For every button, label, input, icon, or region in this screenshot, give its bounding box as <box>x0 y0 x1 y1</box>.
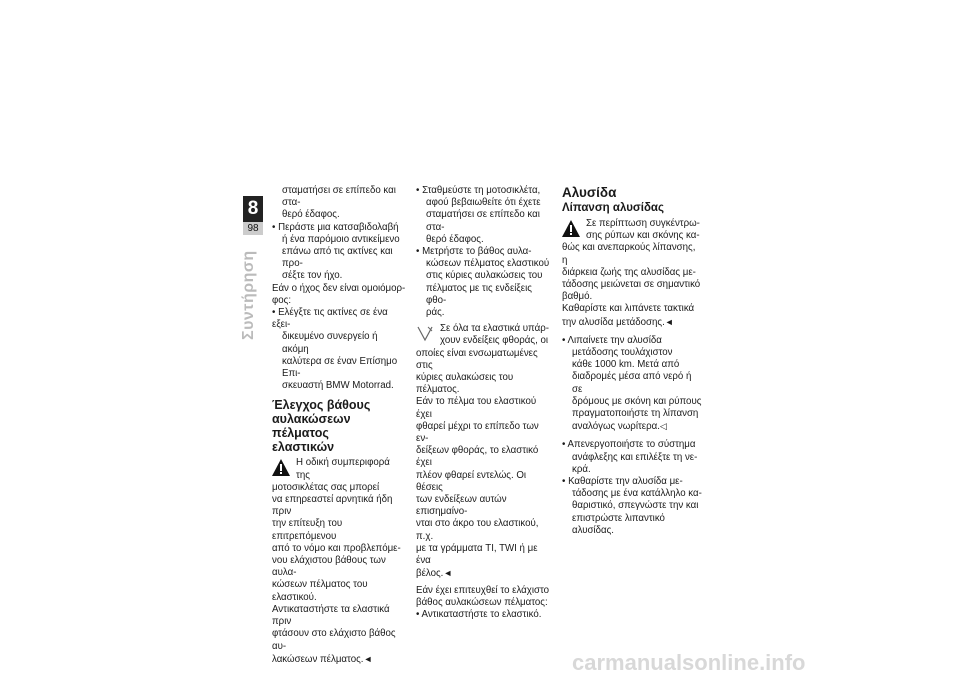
column-1 <box>272 185 406 666</box>
text-line: βαθμό. <box>562 291 593 303</box>
text-line: Εάν ο ήχος δεν είναι ομοιόμορ- <box>272 282 406 294</box>
text-line: χουν ενδείξεις φθοράς, οι <box>440 335 549 347</box>
text-line: καλύτερα σε έναν Επίσημο Επι- <box>282 355 398 380</box>
text-line: θώς και ανεπαρκούς λίπανσης, η <box>562 242 696 266</box>
bullet-item: • Περάστε μια κατσαβιδολαβή <box>272 221 399 233</box>
text-line: την αλυσίδα μετάδοσης. <box>562 316 665 328</box>
bullet-item: • Καθαρίστε την αλυσίδα με- <box>562 476 683 488</box>
text-line: σκευαστή BMW Motorrad. <box>282 380 394 392</box>
warning-triangle-icon <box>272 458 290 476</box>
text-line: θαριστικό, σπεγνώστε την και <box>572 500 699 512</box>
text-line: οποίες είναι ενσωματωμένες στις <box>416 347 538 371</box>
text-line: πέλματος με τις ενδείξεις φθο- <box>426 282 532 306</box>
watermark-text: carmanualsonline.info <box>572 650 806 675</box>
text-line: την επίτευξη του επιτρεπόμενου <box>272 518 343 542</box>
text-line: βέλος. <box>416 568 444 580</box>
text-line: Αντικαταστήστε τα ελαστικά πριν <box>272 603 390 628</box>
bullet-item: • Απενεργοποιήστε το σύστημα <box>562 439 696 451</box>
text-line: θερό έδαφος. <box>282 209 340 221</box>
section-heading: Λίπανση αλυσίδας <box>562 202 664 214</box>
warning-block <box>562 218 702 242</box>
text-line: Εάν το πέλμα του ελαστικού έχει <box>416 396 537 420</box>
text-line: τάδοσης με ένα κατάλληλο κα- <box>572 488 702 500</box>
chapter-side-label: Συντήρηση <box>240 250 257 340</box>
text-line: των ενδείξεων αυτών επισημαίνο- <box>416 494 507 518</box>
text-line: φθαρεί μέχρι το επίπεδο των εν- <box>416 420 539 445</box>
text-line: δρόμους με σκόνη και ρύπους <box>572 395 702 407</box>
column-3 <box>562 185 702 537</box>
text-line: κώσεων πέλματος του ελαστικού. <box>272 579 368 603</box>
warning-block <box>272 457 406 494</box>
text-line: με τα γράμματα TI, TWI ή με ένα <box>416 542 538 567</box>
text-line: κάθε 1000 km. Μετά από <box>572 359 680 371</box>
text-line: δείξεων φθοράς, το ελαστικό έχει <box>416 445 539 469</box>
text-line: διάρκεια ζωής της αλυσίδας με- <box>562 266 696 278</box>
text-line: Εάν έχει επιτευχθεί το ελάχιστο <box>416 584 550 596</box>
note-block <box>416 323 552 347</box>
text-line: Σε όλα τα ελαστικά υπάρ- <box>440 323 549 335</box>
bullet-item: • Μετρήστε το βάθος αυλα- <box>416 246 532 258</box>
bullet-item: • Λιπαίνετε την αλυσίδα <box>562 334 662 346</box>
chapter-number: 8 <box>243 196 263 222</box>
text-line: διαδρομές μέσα από νερό ή σε <box>572 371 692 395</box>
text-line: σταματήσει σε επίπεδο και στα- <box>426 209 540 233</box>
text-line: από το νόμο και προβλεπόμε- <box>272 542 401 554</box>
text-line: νται στο άκρο του ελαστικού, π.χ. <box>416 518 539 542</box>
text-line: Η οδική συμπεριφορά της <box>296 457 390 481</box>
text-line: ή ένα παρόμοιο αντικείμενο <box>282 233 400 245</box>
text-line: σταματήσει σε επίπεδο και στα- <box>282 185 396 209</box>
page-number: 98 <box>243 222 263 235</box>
bullet-item: • Αντικαταστήστε το ελαστικό. <box>416 608 542 620</box>
text-line: σέξτε τον ήχο. <box>282 270 343 282</box>
text-line: μετάδοσης τουλάχιστον <box>572 347 673 359</box>
text-line: αφού βεβαιωθείτε ότι έχετε <box>426 197 541 209</box>
end-marker-icon: ◄ <box>664 316 674 327</box>
text-line: κρά. <box>572 463 591 475</box>
text-line: Σε περίπτωση συγκέντρω- <box>586 218 700 229</box>
text-line: Καθαρίστε και λιπάνετε τακτικά <box>562 303 695 315</box>
chapter-heading: Αλυσίδα <box>562 185 617 200</box>
text-line: πλέον φθαρεί εντελώς. Οι θέσεις <box>416 469 527 493</box>
text-line: επάνω από τις ακτίνες και προ- <box>282 246 393 270</box>
text-line: σης ρύπων και σκόνης κα- <box>586 230 700 242</box>
bullet-item: • Ελέγξτε τις ακτίνες σε ένα εξει- <box>272 307 388 331</box>
text-line: πραγματοποιήστε τη λίπανση <box>572 408 699 420</box>
text-line: μοτοσικλέτας σας μπορεί <box>272 481 380 493</box>
text-line: φτάσουν στο ελάχιστο βάθος αυ- <box>272 628 396 652</box>
text-line: κώσεων πέλματος ελαστικού <box>426 258 550 270</box>
back-marker-icon: ◁ <box>659 421 667 432</box>
text-line: κύριες αυλακώσεις του πέλματος. <box>416 372 514 396</box>
text-line: επιστρώστε λιπαντικό αλυσίδας. <box>572 512 665 536</box>
chapter-tab <box>243 196 263 235</box>
text-line: θερό έδαφος. <box>426 233 484 245</box>
note-pencil-icon <box>416 324 434 342</box>
warning-triangle-icon <box>562 219 580 237</box>
end-marker-icon: ◄ <box>443 568 453 579</box>
text-line: φος: <box>272 294 292 306</box>
text-line: τάδοσης μειώνεται σε σημαντικό <box>562 279 701 291</box>
text-line: αναλόγως νωρίτερα. <box>572 421 660 433</box>
bullet-item: • Σταθμεύστε τη μοτοσικλέτα, <box>416 185 541 196</box>
text-line: νου ελάχιστου βάθους των αυλα- <box>272 555 386 579</box>
text-line: δικευμένο συνεργείο ή ακόμη <box>282 331 378 355</box>
column-2 <box>416 185 552 621</box>
section-heading: Έλεγχος βάθους αυλακώσεων πέλματος ελαστικών <box>272 398 371 455</box>
text-line: ράς. <box>426 307 445 319</box>
text-line: βάθος αυλακώσεων πέλματος: <box>416 596 548 608</box>
text-line: ανάφλεξης και επιλέξτε τη νε- <box>572 451 698 463</box>
text-line: λακώσεων πέλματος. <box>272 653 364 665</box>
text-line: στις κύριες αυλακώσεις του <box>426 270 543 282</box>
text-line: να επηρεαστεί αρνητικά ήδη πριν <box>272 494 393 518</box>
end-marker-icon: ◄ <box>363 653 373 664</box>
